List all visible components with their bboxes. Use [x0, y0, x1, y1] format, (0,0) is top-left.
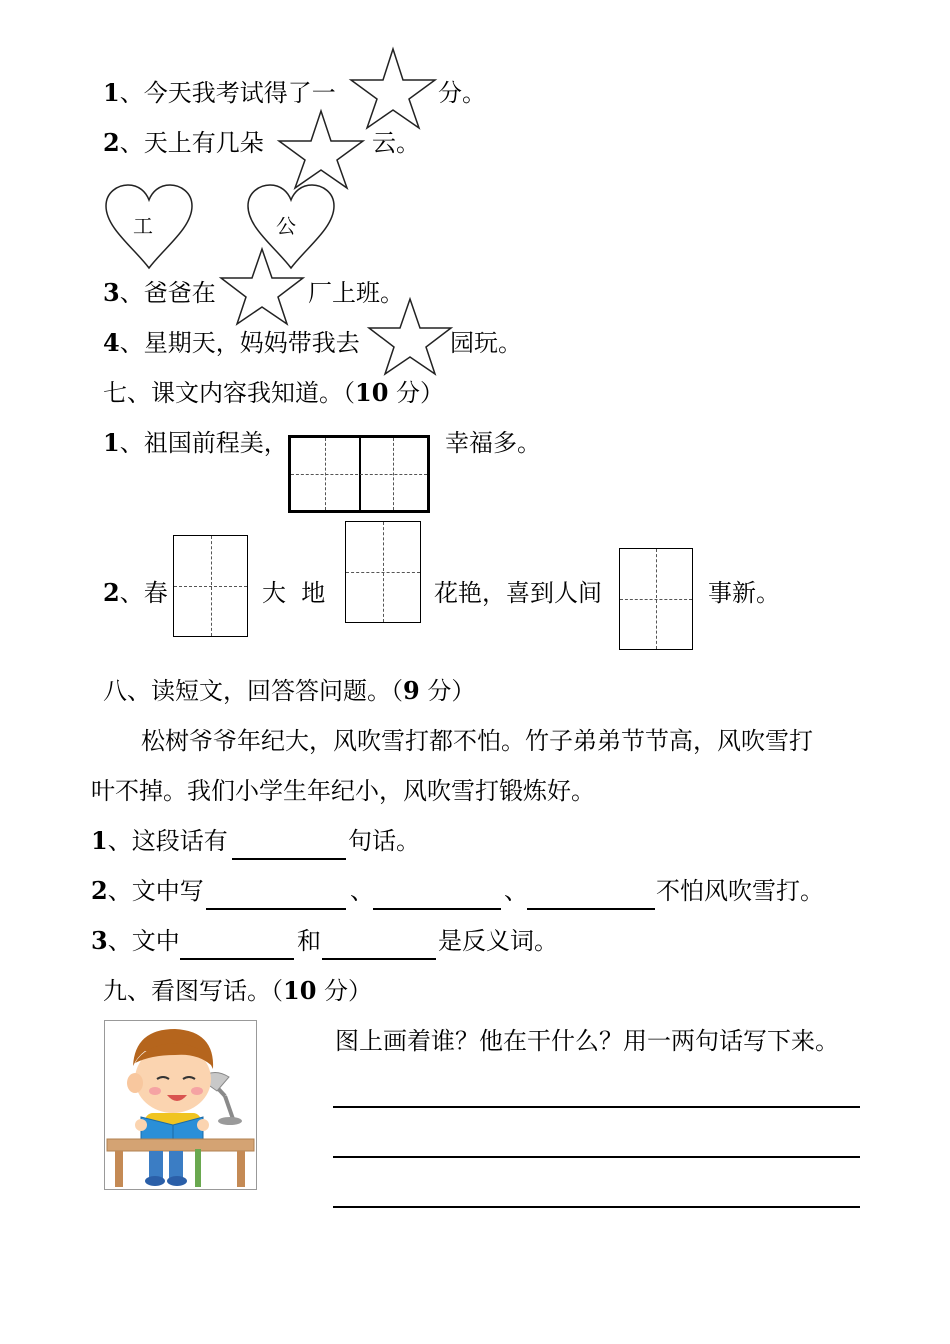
passage-line-2: 叶不掉。我们小学生年纪小，风吹雪打锻炼好。 [91, 777, 595, 805]
section-7-title: 七、课文内容我知道。（10 分） [103, 378, 445, 407]
s7-q2-post: 事新。 [708, 579, 780, 607]
tian-box-3[interactable] [619, 548, 693, 650]
boy-reading-illustration [104, 1020, 257, 1190]
s8-q3-mid: 和 [297, 927, 321, 955]
item-1-post: 分。 [438, 79, 486, 107]
writing-line-2[interactable] [333, 1156, 860, 1158]
star-blank-4[interactable] [366, 296, 454, 376]
tian-box-1[interactable] [173, 535, 248, 637]
item-number: 1 [103, 78, 120, 107]
s8-q1: 1、这段话有 [91, 826, 228, 855]
separator: 、 [350, 877, 374, 905]
s7-q2-mid2: 花艳，喜到人间 [434, 579, 602, 607]
s8-q2-post: 不怕风吹雪打。 [656, 877, 824, 905]
s7-q2: 2、春 [103, 578, 168, 607]
item-text: 、天上有几朵 [119, 129, 264, 157]
answer-blank[interactable] [206, 906, 346, 910]
item-4-post: 园玩。 [450, 329, 522, 357]
item-number: 3 [103, 278, 120, 307]
s7-q1-post: 幸福多。 [445, 429, 541, 457]
item-text: 、爸爸在 [119, 279, 216, 307]
answer-blank[interactable] [322, 956, 436, 960]
item-text: 、星期天，妈妈带我去 [119, 329, 360, 357]
s8-q1-post: 句话。 [348, 827, 420, 855]
s8-q3-post: 是反义词。 [438, 927, 558, 955]
heart-char-2: 公 [276, 214, 296, 238]
s7-q2-mid1: 大 地 [262, 579, 326, 607]
s8-q2: 2、文中写 [91, 876, 204, 905]
answer-blank[interactable] [373, 906, 501, 910]
section-8-title: 八、读短文，回答答问题。（9 分） [103, 676, 476, 705]
item-2 [103, 128, 264, 158]
star-blank-3[interactable] [218, 246, 306, 326]
answer-blank[interactable] [180, 956, 294, 960]
item-4 [103, 328, 360, 358]
s7-q1: 1、祖国前程美， [103, 428, 288, 457]
item-1 [103, 78, 336, 108]
separator: 、 [504, 877, 528, 905]
item-2-post: 云。 [372, 129, 420, 157]
writing-line-1[interactable] [333, 1106, 860, 1108]
answer-blank[interactable] [232, 856, 346, 860]
item-3 [103, 278, 216, 308]
star-blank-2[interactable] [276, 108, 366, 190]
item-text: 、今天我考试得了一 [119, 79, 336, 107]
s8-q3: 3、文中 [91, 926, 180, 955]
writing-prompt: 图上画着谁？他在干什么？用一两句话写下来。 [335, 1027, 839, 1055]
item-number: 4 [103, 328, 120, 357]
tian-box-2[interactable] [345, 521, 421, 623]
tian-box-double[interactable] [288, 435, 430, 513]
item-number: 2 [103, 128, 120, 157]
section-9-title: 九、看图写话。（10 分） [103, 976, 373, 1005]
writing-line-3[interactable] [333, 1206, 860, 1208]
answer-blank[interactable] [527, 906, 655, 910]
item-3-post: 厂上班。 [308, 279, 404, 307]
passage-line-1: 松树爷爷年纪大，风吹雪打都不怕。竹子弟弟节节高，风吹雪打 [141, 727, 813, 755]
heart-char-1: 工 [133, 214, 153, 238]
